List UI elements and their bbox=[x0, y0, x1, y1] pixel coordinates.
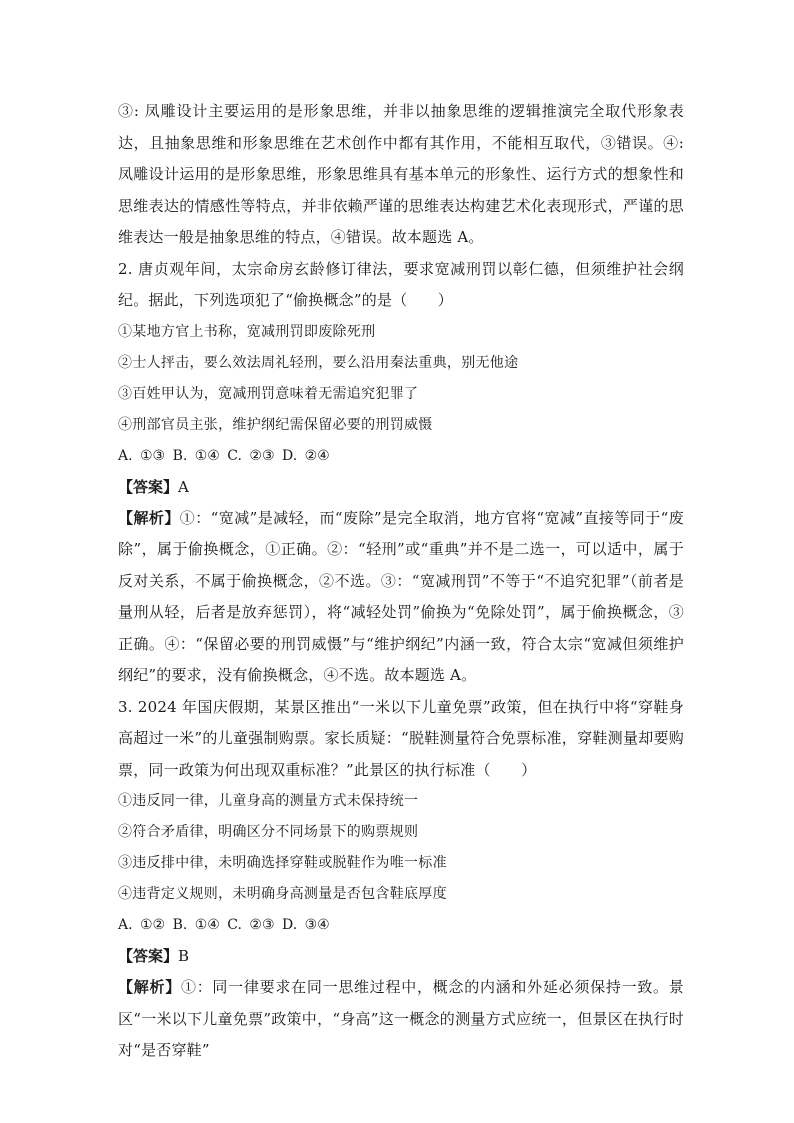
answer-value: A bbox=[178, 477, 189, 496]
question-2-answer bbox=[118, 472, 684, 503]
previous-explanation: ③: 凤雕设计主要运用的是形象思维，并非以抽象思维的逻辑推演完全取代形象表达，且抽象思维和形象思维在艺术创作中都有其作用，不能相互取代，③错误。④: 凤雕设计运用的是形象思维，形象思维具有基本单元的形象性、运行方式的想象性和思维表达的情感性等特点，并非依赖严谨的思维表达构建艺术化表现形式，严谨的思维表达一般是抽象思维的特点，④错误。故本题选 A。 bbox=[118, 102, 684, 246]
analysis-label: 【解析】 bbox=[118, 978, 181, 996]
question-3-option-4: ④违背定义规则，未明确身高测量是否包含鞋底厚度 bbox=[118, 886, 447, 902]
analysis-label: 【解析】 bbox=[118, 508, 180, 527]
question-2-stem: 2. 唐贞观年间，太宗命房玄龄修订律法，要求宽减刑罚以彰仁德，但须维护社会纲纪。据此，下列选项犯了“偷换概念”的是（ ） bbox=[118, 259, 684, 309]
question-2-option-2: ②士人抨击，要么效法周礼轻刑，要么沿用秦法重典，别无他途 bbox=[118, 354, 519, 371]
question-2-option-3: ③百姓甲认为，宽减刑罚意味着无需追究犯罪了 bbox=[118, 385, 419, 402]
question-3-answer bbox=[118, 941, 684, 972]
answer-label: 【答案】 bbox=[118, 947, 179, 965]
answer-value: B bbox=[178, 947, 190, 965]
document-page bbox=[118, 96, 684, 1067]
question-2-option-4: ④刑部官员主张，维护纲纪需保留必要的刑罚威慑 bbox=[118, 416, 433, 433]
question-2-analysis bbox=[118, 503, 684, 692]
analysis-text: ①：“宽减”是减轻，而“废除”是完全取消，地方官将“宽减”直接等同于“废除”，属于偷换概念，①正确。②：“轻刑”或“重典”并不是二选一，可以适中，属于反对关系，不属于偷换概念，②不选。③：“宽减刑罚”不等于“不追究犯罪”（前者是量刑从轻，后者是放弃惩罚），将“减轻处罚”偷换为“免除处罚”，属于偷换概念，③正确。④：“保留必要的刑罚威慑”与“维护纲纪”内涵一致，符合太宗“宽减但须维护纲纪”的要求，没有偷换概念，④不选。故本题选 A。 bbox=[118, 508, 684, 684]
question-3-stem: 3. 2024 年国庆假期，某景区推出“一米以下儿童免票”政策，但在执行中将“穿鞋身高超过一米”的儿童强制购票。家长质疑：“脱鞋测量符合免票标准，穿鞋测量却要购票，同一政策为何出现双重标准？”此景区的执行标准（ ） bbox=[118, 697, 684, 779]
question-3-option-3: ③违反排中律，未明确选择穿鞋或脱鞋作为唯一标准 bbox=[118, 855, 447, 871]
answer-label: 【答案】 bbox=[118, 477, 179, 496]
question-2-option-1: ①某地方官上书称，宽减刑罚即废除死刑 bbox=[118, 323, 376, 340]
question-3-analysis bbox=[118, 972, 684, 1067]
question-3-choices: A. ①② B. ①④ C. ②③ D. ③④ bbox=[118, 917, 330, 933]
question-3-option-1: ①违反同一律，儿童身高的测量方式未保持统一 bbox=[118, 793, 419, 809]
question-3-option-2: ②符合矛盾律，明确区分不同场景下的购票规则 bbox=[118, 824, 419, 840]
analysis-text: ①：同一律要求在同一思维过程中，概念的内涵和外延必须保持一致。景区“一米以下儿童免票”政策中，“身高”这一概念的测量方式应统一，但景区在执行时对“是否穿鞋” bbox=[118, 978, 684, 1059]
question-2-choices: A. ①③ B. ①④ C. ②③ D. ②④ bbox=[118, 447, 330, 464]
